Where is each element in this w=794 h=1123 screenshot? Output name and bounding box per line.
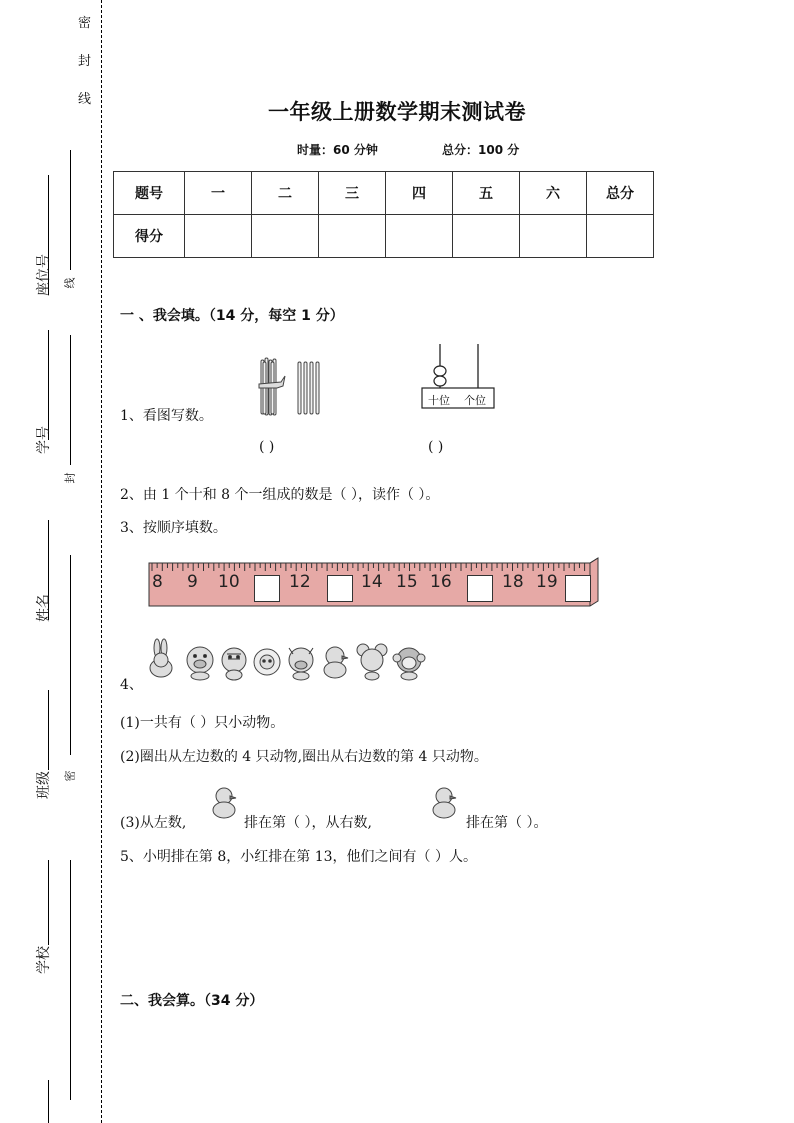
small-mark-xian: 线 <box>63 277 77 289</box>
small-mark-feng: 封 <box>63 472 77 484</box>
field-seat-number: 座位号 <box>36 254 52 296</box>
chick-icon <box>210 785 240 821</box>
score-cell: 六 <box>520 172 587 215</box>
ruler-number: 8 <box>152 572 163 592</box>
score-cell: 一 <box>185 172 252 215</box>
seal-char-feng: 封 <box>78 54 92 69</box>
ruler-number: 19 <box>536 572 558 592</box>
ruler-answer-box-13[interactable] <box>327 575 353 602</box>
pig-icon <box>187 647 213 680</box>
field-line <box>48 860 49 945</box>
exam-time: 时量：60 分钟 <box>297 143 378 157</box>
section2-heading: 二、我会算。（34 分） <box>120 993 264 1009</box>
seal-char-mi: 密 <box>78 16 92 31</box>
field-line <box>70 860 71 1100</box>
sticks-bundle-icon <box>255 356 330 418</box>
q4-2-text: (2)圈出从左边数的 4 只动物,圈出从右边数的第 4 只动物。 <box>120 749 488 765</box>
sheep-icon <box>254 649 280 675</box>
ruler-number: 18 <box>502 572 524 592</box>
field-line <box>48 330 49 440</box>
q1-answer-blank-2[interactable]: ( ) <box>428 439 444 455</box>
score-cell: 三 <box>319 172 386 215</box>
q4-3-text-b: 排在第（ ），从右数, <box>244 815 372 831</box>
field-line <box>70 150 71 270</box>
ruler-number: 15 <box>396 572 418 592</box>
q1-text: 1、看图写数。 <box>120 408 213 424</box>
score-header-row <box>114 172 654 215</box>
score-input-cell[interactable] <box>453 215 520 258</box>
score-input-cell[interactable] <box>520 215 587 258</box>
ruler-answer-box-17[interactable] <box>467 575 493 602</box>
animal-row <box>145 638 440 682</box>
score-cell: 总分 <box>587 172 654 215</box>
field-class: 班级 <box>36 771 52 799</box>
exam-total: 总分：100 分 <box>442 143 520 157</box>
score-input-cell[interactable] <box>386 215 453 258</box>
ruler-number: 14 <box>361 572 383 592</box>
binding-dashed-line <box>101 0 102 1123</box>
chick-icon <box>324 647 348 678</box>
cow-icon <box>289 648 313 680</box>
abacus-ones-label: 个位 <box>464 394 486 407</box>
q4-1-text: (1)一共有（ ）只小动物。 <box>120 715 285 731</box>
score-cell: 四 <box>386 172 453 215</box>
ruler-number: 16 <box>430 572 452 592</box>
field-student-id: 学号 <box>36 426 52 454</box>
field-line <box>70 555 71 755</box>
score-input-cell[interactable] <box>252 215 319 258</box>
page-title: 一年级上册数学期末测试卷 <box>268 100 526 124</box>
rabbit-icon <box>150 639 172 677</box>
score-input-cell[interactable] <box>319 215 386 258</box>
ruler-answer-box-20[interactable] <box>565 575 591 602</box>
field-line <box>48 1080 49 1123</box>
score-cell: 题号 <box>114 172 185 215</box>
tiger-icon <box>222 648 246 680</box>
score-table <box>113 171 654 258</box>
small-mark-mi: 密 <box>63 770 77 782</box>
score-cell: 二 <box>252 172 319 215</box>
mouse-icon <box>357 644 387 680</box>
seal-char-xian: 线 <box>78 92 92 107</box>
ruler-answer-box-11[interactable] <box>254 575 280 602</box>
q1-answer-blank-1[interactable]: ( ) <box>259 439 275 455</box>
score-input-cell[interactable] <box>185 215 252 258</box>
ruler-number: 10 <box>218 572 240 592</box>
field-line <box>48 690 49 770</box>
ruler-number: 12 <box>289 572 311 592</box>
q4-3-text-c: 排在第（ ）。 <box>466 815 548 831</box>
q2-text: 2、由 1 个十和 8 个一组成的数是（ ），读作（ ）。 <box>120 487 440 503</box>
score-value-row <box>114 215 654 258</box>
chick-icon <box>430 785 460 821</box>
q5-text: 5、小明排在第 8，小红排在第 13，他们之间有（ ）人。 <box>120 849 477 865</box>
field-school: 学校 <box>36 946 52 974</box>
q3-text: 3、按顺序填数。 <box>120 520 227 536</box>
q4-label: 4、 <box>120 677 143 693</box>
section1-heading: 一 、我会填。（14 分，每空 1 分） <box>120 308 344 324</box>
score-cell: 得分 <box>114 215 185 258</box>
monkey-icon <box>393 648 425 680</box>
field-line <box>70 335 71 465</box>
field-name: 姓名 <box>36 594 52 622</box>
abacus-tens-label: 十位 <box>428 394 450 407</box>
q4-3-text-a: (3)从左数, <box>120 815 187 831</box>
score-input-cell[interactable] <box>587 215 654 258</box>
score-cell: 五 <box>453 172 520 215</box>
ruler-number: 9 <box>187 572 198 592</box>
